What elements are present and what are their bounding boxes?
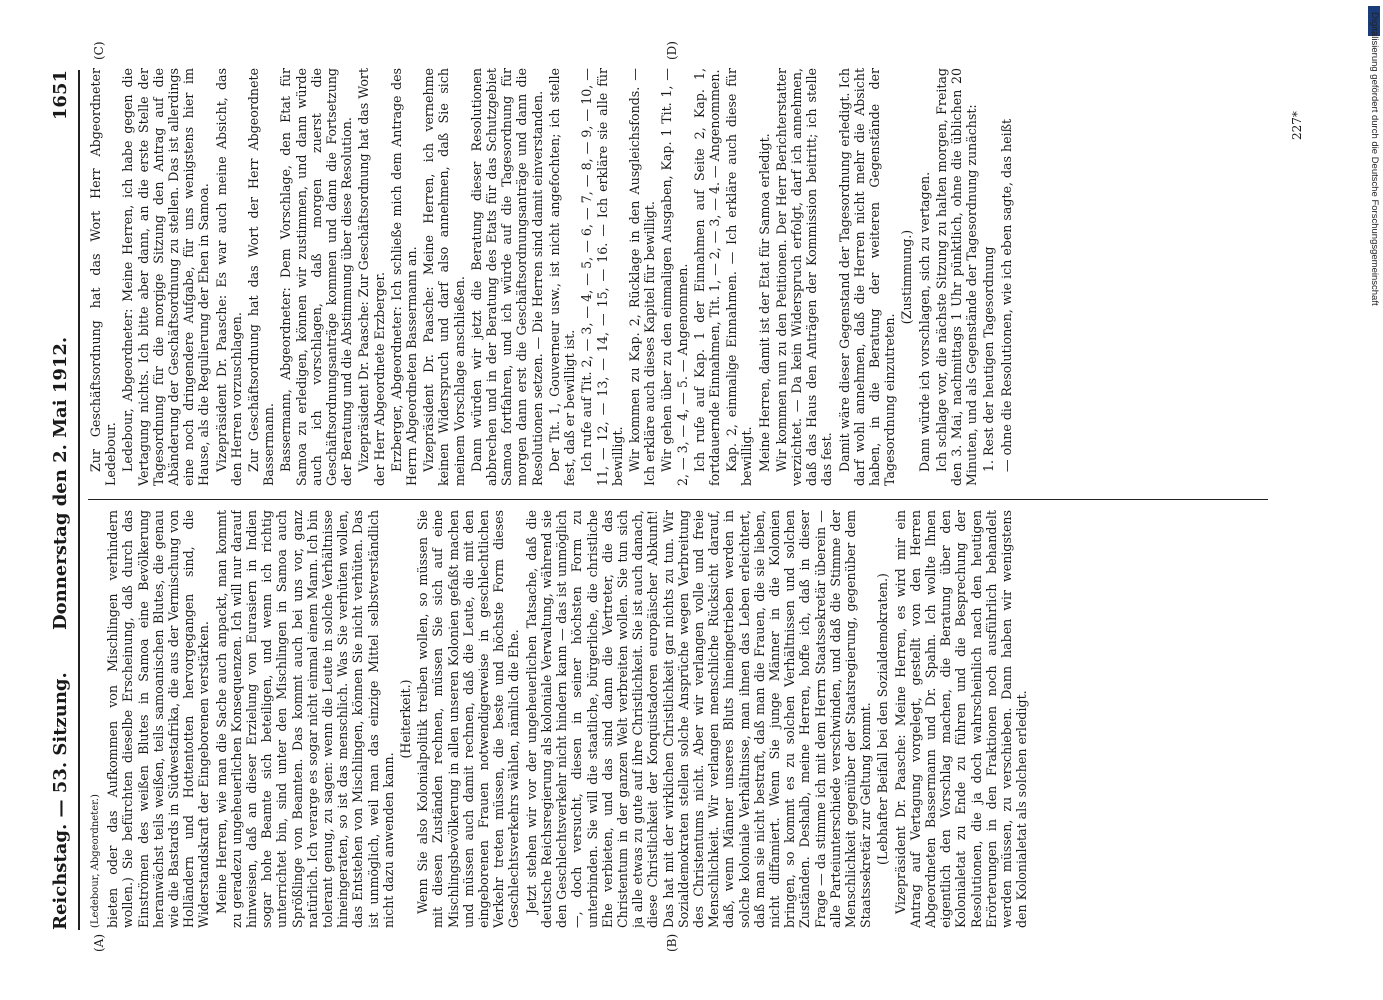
header-rule	[78, 70, 80, 930]
speaker-head: (Ledebour, Abgeordneter.)	[90, 794, 101, 928]
paragraph: Wir gehen über zu den einmaligen Ausgaben, Kap. 1 Tit. 1, — 2, — 3, — 4, — 5. — Angenommen.	[659, 68, 690, 486]
margin-mark-c: (C)	[92, 41, 106, 60]
paragraph: Damit wäre dieser Gegenstand der Tagesordnung erledigt. Ich darf wohl annehmen, daß die Herren nicht mehr die Absicht haben, in die Beratung der weiteren Gegenstände der Tagesordnung einzutreten.	[836, 68, 898, 486]
paragraph: Erzberger, Abgeordneter: Ich schließe mich dem Antrage des Herrn Abgeordneten Bassermann an.	[388, 68, 420, 486]
paragraph: Zur Geschäftsordnung hat das Wort Herr Abgeordneter Ledebour.	[88, 68, 119, 486]
paragraph: Wir kommen nun zu den Petitionen. Der Herr Berichterstatter verzichtet. — Da kein Widerspruch erfolgt, darf ich annehmen, daß das Haus den Anträgen der Kommission beitritt; ich stelle das fest.	[773, 68, 835, 486]
paragraph: Wenn Sie also Kolonialpolitik treiben wollen, so müssen Sie mit diesen Zuständen rechnen, müssen Sie sich auf eine Mischlingsbevölkerung in allen unseren Kolonien gefaßt machen und müssen auch damit rechnen, daß die Leute, die mit den eingeborenen Frauen notwendigerweise in geschlechtlichen Verkehr treten müssen, die beste und höchste Form dieses Geschlechtsverkehrs wählen, nämlich die Ehe.	[415, 510, 522, 928]
paragraph: bieten oder das Aufkommen von Mischlingen verhindern wollen.) Sie befürchten dieselbe Erscheinung, daß durch das Einströmen des weißen Blutes in Samoa eine Bevölkerung heranwächst teils weißen, teils samoanischen Blutes, die genau wie die Bastards in Südwestafrika, die aus der Vermischung von Holländern und Hottentotten hervorgegangen sind, die Widerstandskraft der Eingeborenen verstärken.	[105, 510, 212, 928]
paragraph: Wir kommen zu Kap. 2, Rücklage in den Ausgleichsfonds. — Ich erkläre auch dieses Kapitel für bewilligt.	[626, 68, 658, 486]
credit-text: Digitalisierung gefördert durch die Deutsche Forschungsgemeinschaft	[1369, 12, 1380, 306]
digitization-credit	[1368, 12, 1382, 712]
paragraph: Meine Herren, wie man die Sache auch anpackt, man kommt zu geradezu ungeheuerlichen Konsequenzen. Ich will nur darauf hinweisen, daß an dieser Erzielung von Eurasiern in Indien sogar hohe Beamte sich beteiligen, und wenn ich richtig unterrichtet bin, sind unter den Mischlingen in Samoa auch Sprößlinge von Beamten. Das kommt auch bei uns vor, ganz natürlich. Ich verarge es sogar nicht einmal einem Mann. Ich bin tolerant genug, zu sagen: wenn die Leute in solche Verhältnisse hineingeraten, so ist das menschlich. Was Sie verhüten wollen, das Entstehen von Mischlingen, können Sie nicht verhüten. Das ist unmöglich, weil man das einzige Mittel selbstverständlich nicht dazu anwenden kann.	[213, 510, 396, 928]
paragraph: Ich schlage vor, die nächste Sitzung zu halten morgen, Freitag den 3. Mai, nachmittags 1 Uhr pünktlich, ohne die üblichen 20 Minuten, und als Gegenstände der Tagesordnung zunächst:	[933, 68, 980, 486]
paragraph: Zur Geschäftsordnung hat das Wort der Herr Abgeordnete Bassermann.	[246, 68, 277, 486]
paragraph: Der Tit. 1, Gouverneur usw., ist nicht angefochten; ich stelle fest, daß er bewilligt ist.	[546, 68, 578, 486]
left-text-column	[88, 510, 1288, 928]
paragraph: Dann würde ich vorschlagen, sich zu vertagen.	[916, 171, 932, 472]
paragraph: Vizepräsident Dr. Paasche: Meine Herren, ich vernehme keinen Widerspruch und darf also annehmen, daß Sie sich meinem Vorschlage anschließen.	[421, 68, 467, 486]
paragraph: Bassermann, Abgeordneter: Dem Vorschlage, den Etat für Samoa zu erledigen, können wir zustimmen, und dann würde auch ich vorschlagen, daß morgen zuerst die Geschäftsordnungsanträge kommen und dann die Fortsetzung der Beratung und die Abstimmung über diese Resolution.	[278, 68, 355, 486]
paragraph: Meine Herren, damit ist der Etat für Samoa erledigt.	[756, 133, 772, 472]
paragraph-interjection: (Zustimmung.)	[899, 229, 915, 325]
paragraph: Ich rufe auf Tit. 2, — 3, — 4, — 5, — 6, — 7, — 8, — 9, — 10, — 11, — 12, — 13, — 14, — 15, — 16. — Ich erkläre sie alle für bewilligt.	[579, 68, 625, 486]
page-header	[50, 70, 80, 930]
header-date: Donnerstag den 2. Mai 1912.	[50, 336, 71, 630]
paragraph: Dann würden wir jetzt die Beratung dieser Resolutionen abbrechen und in der Beratung des Etats für das Schutzgebiet Samoa fortfahren, und ich würde auf die Tagesordnung für morgen dann erst die Geschäftsordnungsanträge und dann die Resolutionen setzen. — Die Herren sind damit einverstanden.	[468, 68, 545, 486]
margin-mark-a: (A)	[92, 933, 106, 952]
paragraph: Vizepräsident Dr. Paasche: Meine Herren, es wird mir ein Antrag auf Vertagung vorgelegt, gestellt von den Herren Abgeordneten Bassermann und Dr. Spahn. Ich wollte Ihnen eigentlich den Vorschlag machen, die Beratung über den Kolonialetat zu Ende zu führen und die Besprechung der Resolutionen, die ja doch wahrscheinlich nach den heutigen Erörterungen in den Fraktionen noch ausführlich behandelt werden müssen, zu verschieben. Dann haben wir wenigstens den Kolonialetat als solchen erledigt.	[892, 510, 1030, 928]
paragraph: Vizepräsident Dr. Paasche: Zur Geschäftsordnung hat das Wort der Herr Abgeordnete Erzberger.	[356, 68, 387, 486]
paragraph-interjection: (Heiterkeit.)	[398, 679, 414, 759]
paragraph: — ohne die Resolutionen, wie ich eben sagte, das heißt	[998, 118, 1014, 472]
paragraph-interjection: (Lebhafter Beifall bei den Sozialdemokraten.)	[875, 573, 891, 865]
right-text-column	[88, 68, 1288, 486]
margin-mark-b: (B)	[665, 933, 679, 952]
header-page-number: 1651	[50, 70, 71, 121]
paragraph: Kap. 2, einmalige Einnahmen. — Ich erkläre auch diese für bewilligt.	[724, 68, 755, 486]
column-divider	[88, 499, 1268, 500]
paragraph: Ich rufe auf Kap. 1 der Einnahmen auf Seite 2, Kap. 1, fortdauernde Einnahmen, Tit. 1, — 2, — 3, — 4. — Angenommen.	[691, 68, 722, 486]
margin-mark-d: (D)	[665, 41, 679, 60]
signature-mark: 227*	[1290, 111, 1304, 140]
header-session: Reichstag. — 53. Sitzung.	[50, 672, 71, 930]
paragraph: Jetzt stehen wir vor der ungeheuerlichen Tatsache, daß die deutsche Reichsregierung als koloniale Verwaltung, während sie den Geschlechtsverkehr nicht hindern kann — das ist unmöglich —, doch versucht, diesen in seiner höchsten Form zu unterbinden. Sie will die staatliche, bürgerliche, die christliche Ehe verbieten, und das sind dann die Vertreter, die das Christentum in der ganzen Welt verbreiten wollen. Sie tun sich ja alle etwas zu gute auf ihre Christlichkeit. Sie ist auch danach, diese Christlichkeit der Konquistadoren europäischer Abkunft! Das hat mit der wirklichen Christlichkeit gar nichts zu tun. Wir Sozialdemokraten stellen solche Ansprüche wegen Verbreitung des Christentums nicht. Aber wir verlangen volle und freie Menschlichkeit. Wir verlangen menschliche Rücksicht darauf, daß, wenn Männer unseres Bluts hineingetrieben werden in solche koloniale Verhältnisse, man ihnen das Leben erleichtert, daß man sie nicht bestraft, daß man die Frauen, die sie lieben, nicht diffamiert. Wenn Sie junge Männer in die Kolonien bringen, so kommt es zu solchen Verhältnissen und solchen Zuständen. Deshalb, meine Herren, hoffe ich, daß in dieser Frage — da stimme ich mit dem Herrn Staatssekretär überein — alle Parteiunterschiede verschwinden, und daß die Stimme der Menschlichkeit gegenüber der Staatsregierung, gegenüber dem Staatssekretär zur Geltung kommt.	[523, 510, 874, 928]
paragraph: Vizepräsident Dr. Paasche: Es war auch meine Absicht, das den Herren vorzuschlagen.	[213, 68, 244, 486]
paragraph: Ledebour, Abgeordneter: Meine Herren, ich habe gegen die Vertagung nichts. Ich bitte aber dann, an die erste Stelle der Tagesordnung für die morgige Sitzung den Antrag auf die Abänderung der Geschäftsordnung zu stellen. Das ist allerdings eine noch dringendere Aufgabe, für uns wenigstens hier im Hause, als die Regulierung der Ehen in Samoa.	[120, 68, 212, 486]
paragraph: 1. Rest der heutigen Tagesordnung	[981, 246, 997, 472]
